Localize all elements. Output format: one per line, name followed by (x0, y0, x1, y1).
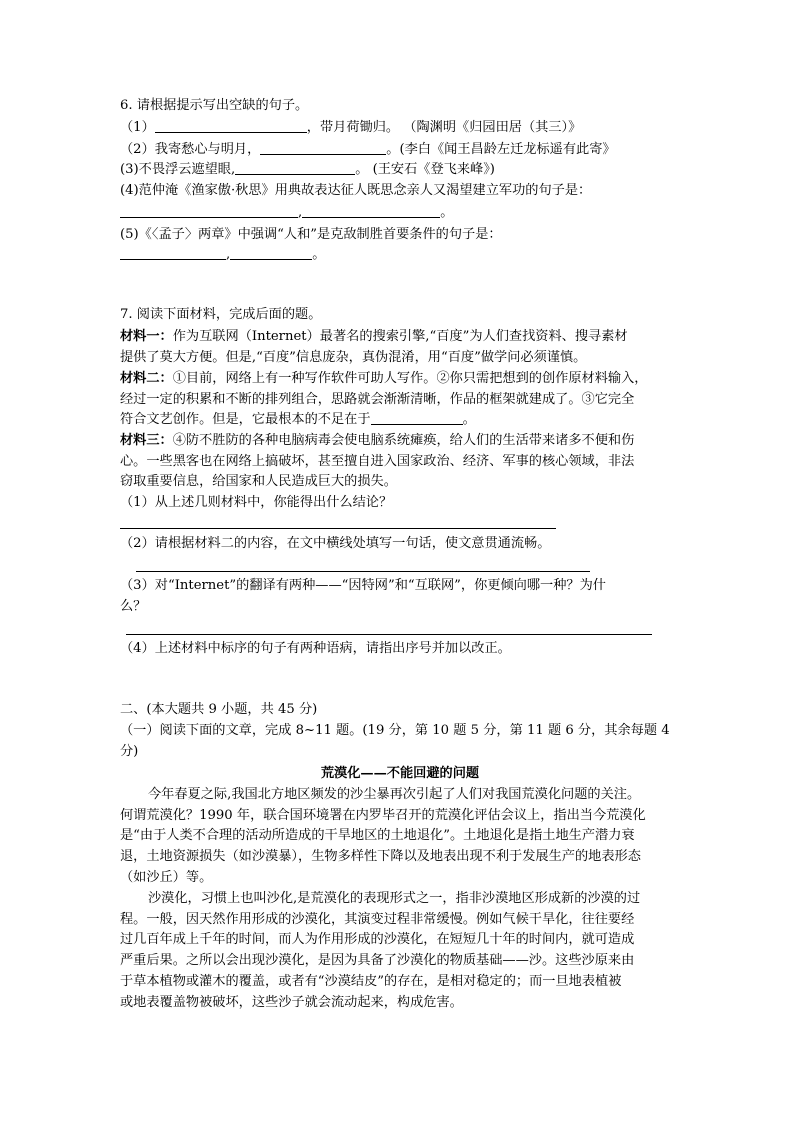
paragraph-2-line: 沙漠化，习惯上也叫沙化,是荒漠化的表现形式之一，指非沙漠地区形成新的沙漠的过 (148, 891, 641, 906)
paragraph-2-line: 过几百年成上千年的时间，而人为作用形成的沙漠化，在短短几十年的时间内，就可造成 (120, 932, 635, 947)
answer-blank[interactable] (371, 410, 463, 425)
paragraph-1-line: 何谓荒漠化？1990 年，联合国环境署在内罗毕召开的荒漠化评估会议上，指出当今荒漠化 (120, 808, 646, 823)
paragraph-2-line: 于草本植物或灌木的覆盖，或者有“沙漠结皮”的存在，是相对稳定的；而一旦地表植被 (120, 974, 622, 989)
material-2-label: 材料二： (120, 371, 173, 386)
paragraph-2-line: 或地表覆盖物被破坏，这些沙子就会流动起来，构成危害。 (120, 995, 463, 1010)
paragraph-1-line: 退，土地资源损失（如沙漠暴），生物多样性下降以及地表出现不利于发展生产的地表形态 (120, 849, 641, 864)
q7-heading: 7. 阅读下面材料，完成后面的题。 (120, 307, 322, 322)
section-2-heading: 二、(本大题共 9 小题，共 45 分) (120, 702, 318, 717)
paragraph-2-line: 严重后果。之所以会出现沙漠化，是因为具备了沙漠化的物质基础——沙。这些沙原来由 (120, 953, 635, 968)
answer-blank[interactable] (120, 245, 226, 260)
subquestion-1: （1）从上述几则材料中，你能得出什么结论？ (120, 495, 393, 510)
q6-heading: 6. 请根据提示写出空缺的句子。 (120, 98, 309, 113)
q6-line-2: （2）我寄愁心与明月， 。(李白《闻王昌龄左迁龙标遥有此寄》 (120, 142, 616, 157)
answer-line[interactable] (120, 528, 556, 529)
q6-line-4-blanks: , 。 (120, 203, 453, 223)
subquestion-3-line-2: 么？ (120, 599, 147, 614)
subquestion-2: （2）请根据材料二的内容，在文中横线处填写一句话，使文意贯通流畅。 (120, 536, 551, 551)
subquestion-4: （4）上述材料中标序的句子有两种语病，请指出序号并加以改正。 (120, 641, 511, 656)
answer-blank[interactable] (230, 245, 312, 260)
material-3-line-3: 窃取重要信息，给国家和人民造成巨大的损失。 (120, 474, 397, 489)
material-1-line-1: 材料一：作为互联网（Internet）最著名的搜索引擎,“百度”为人们查找资料、搜寻素材 (120, 329, 628, 344)
answer-blank[interactable] (302, 203, 440, 218)
material-1-label: 材料一： (120, 329, 173, 344)
answer-line[interactable] (136, 571, 590, 572)
material-3-line-1: 材料三：④防不胜防的各种电脑病毒会使电脑系统瘫痪，给人们的生活带来诸多不便和伤 (120, 433, 635, 448)
article-title: 荒漠化——不能回避的问题 (320, 766, 480, 781)
answer-blank[interactable] (155, 118, 307, 133)
material-2-line-2: 经过一定的积累和不断的排列组合，思路就会渐渐清晰，作品的框架就建成了。③它完全 (120, 392, 635, 407)
q6-line-3: (3)不畏浮云遮望眼, 。 (王安石《登飞来峰》) (120, 162, 495, 177)
answer-line[interactable] (126, 634, 652, 635)
answer-blank[interactable] (260, 140, 386, 155)
paragraph-2-line: 程。一般，因天然作用形成的沙漠化，其演变过程非常缓慢。例如气候干旱化，往往要经 (120, 912, 635, 927)
paragraph-1-line: （如沙丘）等。 (120, 870, 213, 885)
q6-line-1: （1） ，带月荷锄归。 （陶渊明《归园田居（其三）》 (120, 120, 582, 135)
subquestion-3-line-1: （3）对“Internet”的翻译有两种——“因特网”和“互联网”，你更倾向哪一种？为什 (120, 578, 606, 593)
q6-line-4: (4)范仲淹《渔家傲·秋思》用典故表达征人既思念亲人又渴望建立军功的句子是： (120, 183, 592, 198)
material-1-line-2: 提供了莫大方便。但是,“百度”信息庞杂，真伪混淆，用“百度”做学问必须谨慎。 (120, 350, 587, 365)
section-2-sub-line-1: （一）阅读下面的文章，完成 8~11 题。(19 分，第 10 题 5 分，第 11 题 6 分，其余每题 4 (120, 723, 670, 738)
material-2-line-1: 材料二：①目前，网络上有一种写作软件可助人写作。②你只需把想到的创作原材料输入， (120, 371, 648, 386)
material-3-label: 材料三： (120, 433, 173, 448)
paragraph-1-line: 是“由于人类不合理的活动所造成的干旱地区的土地退化”。土地退化是指土地生产潜力衰 (120, 828, 635, 843)
answer-blank[interactable] (120, 203, 298, 218)
material-2-line-3: 符合文艺创作。但是，它最根本的不足在于 。 (120, 412, 476, 427)
answer-blank[interactable] (235, 160, 355, 175)
material-3-line-2: 心。一些黑客也在网络上搞破坏，甚至擅自进入国家政治、经济、军事的核心领域，非法 (120, 454, 635, 469)
q6-line-5: (5)《〈孟子〉两章》中强调“人和”是克敌制胜首要条件的句子是： (120, 227, 502, 242)
paragraph-1-line: 今年春夏之际,我国北方地区频发的沙尘暴再次引起了人们对我国荒漠化问题的关注。 (148, 787, 641, 802)
section-2-sub-line-2: 分) (120, 744, 139, 759)
q6-line-5-blanks: , 。 (120, 245, 325, 265)
